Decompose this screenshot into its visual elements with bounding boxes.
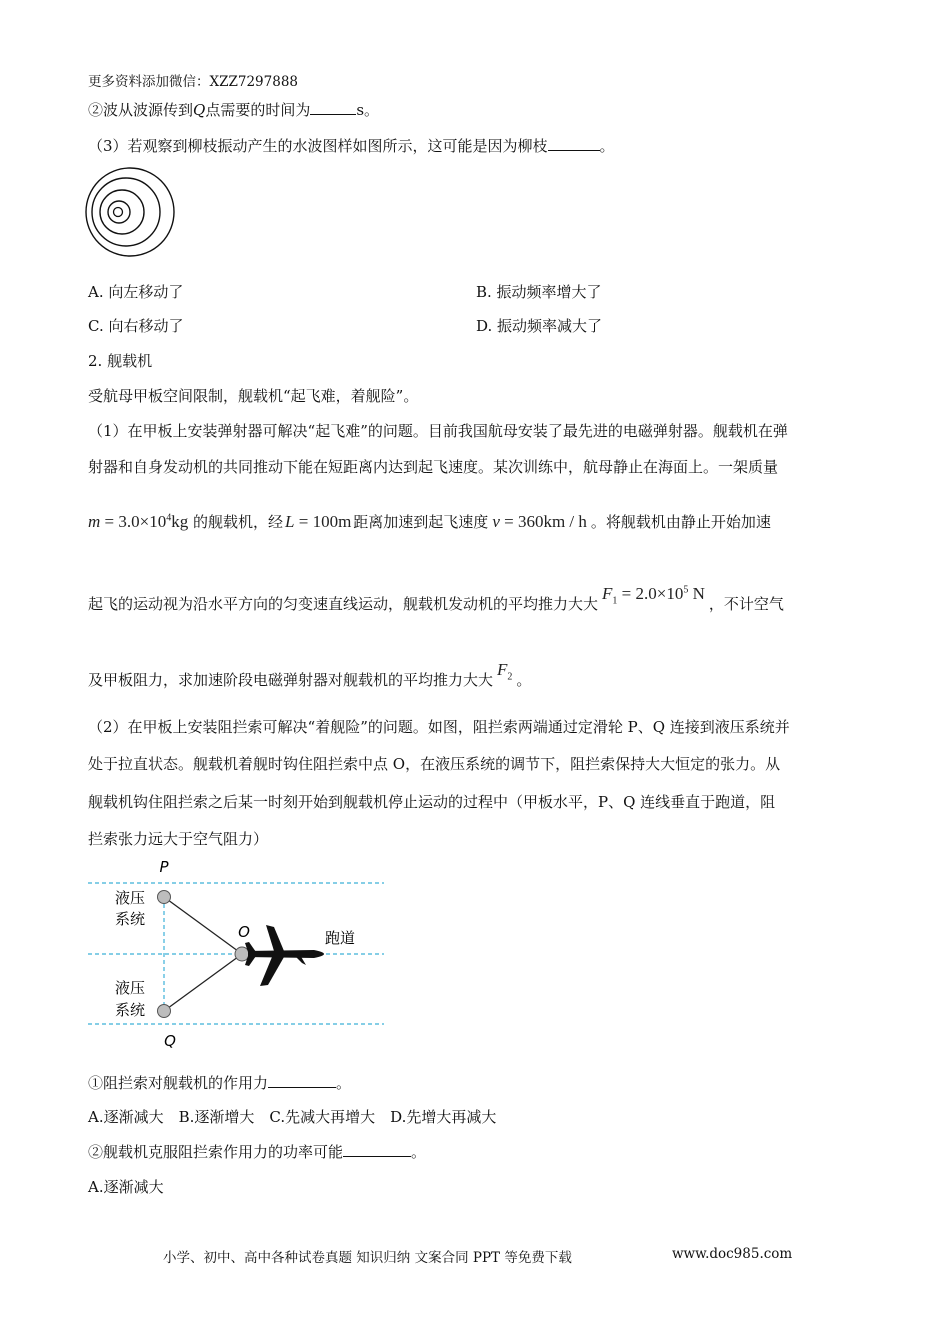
q2-p1-line3: [88, 512, 771, 532]
q1-3-stem-suffix: 。: [599, 137, 615, 155]
q2-sub1-suffix: 。: [336, 1074, 352, 1092]
q2-p1-line3-c: 。将舰载机由静止开始加速: [590, 513, 771, 531]
q2-sub2-option-a[interactable]: A.逐渐减大: [88, 1178, 164, 1196]
force1-formula: $F_1 = 2.0\times 10^5$ N: [602, 584, 705, 607]
q2-p1-line4-b: ，不计空气: [708, 595, 784, 613]
q2-sub1: [88, 1073, 351, 1093]
q2-p1-line3-a: 的舰载机，经: [193, 513, 284, 531]
pulley-p: [158, 891, 171, 904]
hydraulic-bottom-line1: 液压: [114, 979, 146, 997]
cable-lower: [164, 954, 242, 1011]
q2-p1-line5-b: 。: [516, 671, 532, 689]
q1-3-stem: [88, 136, 615, 156]
q2-p2-line2: 处于拉直状态。舰载机着舰时钩住阻拦索中点 O，在液压系统的调节下，阻拦索保持大大恒定的张力。从: [88, 755, 781, 773]
label-q: Q: [164, 1032, 176, 1050]
option-b[interactable]: B. 振动频率增大了: [476, 283, 602, 301]
q1-item2-var: Q: [193, 101, 206, 119]
q2-p2-line1: （2）在甲板上安装阻拦索可解决“着舰险”的问题。如图，阻拦索两端通过定滑轮 P、Q 连接到液压系统并: [88, 718, 790, 736]
q2-title: 2. 舰载机: [88, 352, 153, 370]
distance-formula: L = 100m: [285, 512, 352, 531]
hook-point-o: [235, 947, 249, 961]
q2-sub2-stem: ②舰载机克服阻拦索作用力的功率可能: [88, 1143, 344, 1161]
q2-sub1-stem: ①阻拦索对舰载机的作用力: [88, 1074, 269, 1092]
hydraulic-top-line2: 系统: [114, 910, 146, 928]
q1-item2: [88, 100, 379, 120]
label-p: P: [159, 858, 169, 876]
option-c[interactable]: C. 向右移动了: [88, 317, 184, 335]
option-a[interactable]: A. 向左移动了: [88, 283, 184, 301]
arresting-cable-diagram: [88, 855, 388, 1050]
wave-source: [114, 208, 123, 217]
q1-item2-suffix: s。: [356, 101, 380, 119]
speed-formula: v = 360km / h: [492, 512, 587, 531]
q2-p1-line5: [88, 660, 532, 697]
q1-item2-mid: 点需要的时间为: [205, 101, 311, 119]
q1-item2-prefix: ②波从波源传到: [88, 101, 194, 119]
q2-p1-line1: （1）在甲板上安装弹射器可解决“起飞难”的问题。目前我国航母安装了最先进的电磁弹射器。舰载机在弹: [88, 422, 788, 440]
q2-sub2-suffix: 。: [411, 1143, 427, 1161]
wave-ring-2: [92, 178, 160, 246]
q2-sub1-options[interactable]: A.逐渐减大 B.逐渐增大 C.先减大再增大 D.先增大再减大: [88, 1108, 497, 1126]
option-d[interactable]: D. 振动频率减大了: [476, 317, 603, 335]
footer-url[interactable]: www.doc985.com: [672, 1246, 793, 1262]
q2-p1-line4-a: 起飞的运动视为沿水平方向的匀变速直线运动，舰载机发动机的平均推力大大: [88, 595, 599, 613]
q2-intro: 受航母甲板空间限制，舰载机“起飞难，着舰险”。: [88, 387, 419, 405]
header-watermark: 更多资料添加微信：XZZ7297888: [88, 74, 298, 90]
q2-sub2: [88, 1142, 426, 1162]
wave-ring-inner: [108, 201, 130, 223]
pulley-q: [158, 1005, 171, 1018]
q2-p1-line5-a: 及甲板阻力，求加速阶段电磁弹射器对舰载机的平均推力大大: [88, 671, 494, 689]
footer-text: 小学、初中、高中各种试卷真题 知识归纳 文案合同 PPT 等免费下载: [163, 1250, 572, 1266]
q2-p1-line4: [88, 584, 784, 621]
force2-formula: $F_2$: [497, 660, 513, 683]
q2-p2-line4: 拦索张力远大于空气阻力）: [88, 830, 269, 848]
answer-blank[interactable]: [268, 1073, 336, 1088]
airplane-icon: [245, 925, 324, 986]
hydraulic-bottom-line2: 系统: [114, 1001, 146, 1019]
q2-p1-line3-b: 距离加速到起飞速度: [353, 513, 489, 531]
cable-upper: [164, 897, 242, 954]
q2-p2-line3: 舰载机钩住阻拦索之后某一时刻开始到舰载机停止运动的过程中（甲板水平，P、Q 连线垂直于跑道，阻: [88, 793, 776, 811]
q1-3-stem-prefix: （3）若观察到柳枝振动产生的水波图样如图所示，这可能是因为柳枝: [88, 137, 548, 155]
mass-formula: $m = 3.0\times 10^4kg$: [88, 512, 189, 531]
answer-blank[interactable]: [310, 100, 356, 115]
q2-p1-line2: 射器和自身发动机的共同推动下能在短距离内达到起飞速度。某次训练中，航母静止在海面上。一架质量: [88, 458, 779, 476]
hydraulic-top-line1: 液压: [114, 889, 146, 907]
label-o: O: [238, 923, 250, 941]
answer-blank[interactable]: [343, 1142, 411, 1157]
wave-pattern-figure: [84, 166, 178, 260]
answer-blank[interactable]: [548, 136, 600, 151]
runway-label: 跑道: [324, 929, 356, 947]
